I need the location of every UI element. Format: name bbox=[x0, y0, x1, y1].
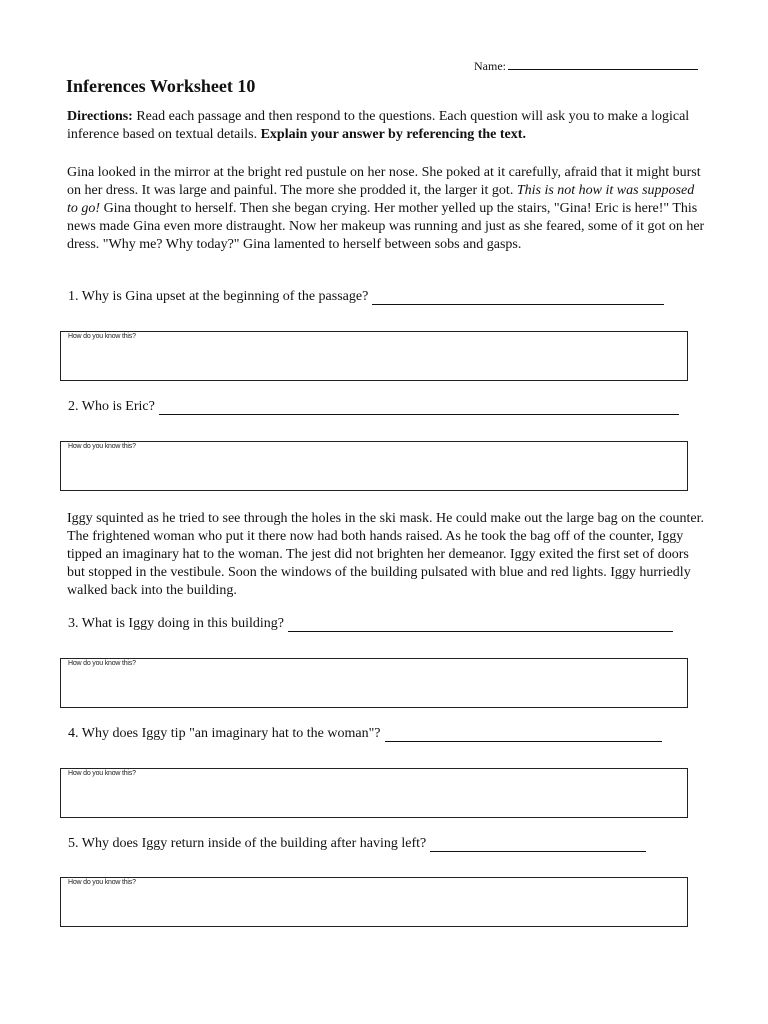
question-5-text: 5. Why does Iggy return inside of the building after having left? bbox=[68, 836, 427, 851]
passage-gina-italic: This is not how it was supposed to go! bbox=[67, 183, 695, 216]
question-4-answer-line[interactable] bbox=[385, 729, 662, 742]
question-2-text: 2. Who is Eric? bbox=[68, 399, 155, 414]
answer-box-3-hint: How do you know this? bbox=[68, 660, 136, 667]
question-3 bbox=[68, 616, 673, 632]
worksheet-title: Inferences Worksheet 10 bbox=[66, 76, 256, 96]
answer-box-2-hint: How do you know this? bbox=[68, 443, 136, 450]
question-1-text: 1. Why is Gina upset at the beginning of the passage? bbox=[68, 289, 369, 304]
question-2 bbox=[68, 399, 679, 415]
question-3-answer-line[interactable] bbox=[288, 619, 673, 632]
name-field[interactable] bbox=[474, 58, 698, 74]
passage-iggy bbox=[67, 510, 707, 600]
answer-box-1-hint: How do you know this? bbox=[68, 333, 136, 340]
question-4-text: 4. Why does Iggy tip "an imaginary hat to the woman"? bbox=[68, 726, 381, 741]
answer-box-4-hint: How do you know this? bbox=[68, 770, 136, 777]
answer-box-3[interactable] bbox=[60, 658, 688, 708]
name-label: Name: bbox=[474, 59, 506, 73]
directions-text: Read each passage and then respond to the questions. Each question will ask you to make a logical inference based on textual details. bbox=[67, 109, 690, 142]
answer-box-4[interactable] bbox=[60, 768, 688, 818]
question-5-answer-line[interactable] bbox=[430, 839, 646, 852]
answer-box-1[interactable] bbox=[60, 331, 688, 381]
passage-iggy-text: Iggy squinted as he tried to see through the holes in the ski mask. He could make out the large bag on the counter. The frightened woman who put it there now had both hands raised. As he took the bag off of the counter, Iggy tipped an imaginary hat to the woman. The jest did not brighten her demeanor. Iggy exited the first set of doors but stopped in the vestibule. Soon the windows of the building pulsated with blue and red lights. Iggy hurriedly walked back into the building. bbox=[67, 511, 704, 598]
answer-box-5-hint: How do you know this? bbox=[68, 879, 136, 886]
directions bbox=[67, 108, 707, 144]
question-1 bbox=[68, 289, 664, 305]
answer-box-2[interactable] bbox=[60, 441, 688, 491]
question-5 bbox=[68, 836, 646, 852]
question-3-text: 3. What is Iggy doing in this building? bbox=[68, 616, 284, 631]
passage-gina bbox=[67, 164, 707, 254]
passage-gina-text-1: Gina looked in the mirror at the bright red pustule on her nose. She poked at it carefully, afraid that it might burst on her dress. It was large and painful. The more she prodded it, the larger it got. bbox=[67, 165, 701, 198]
question-2-answer-line[interactable] bbox=[159, 402, 679, 415]
directions-label: Directions: bbox=[67, 109, 133, 124]
name-blank-line[interactable] bbox=[508, 58, 698, 70]
directions-emphasis: Explain your answer by referencing the text. bbox=[260, 127, 526, 142]
answer-box-5[interactable] bbox=[60, 877, 688, 927]
passage-gina-text-2: Gina thought to herself. Then she began crying. Her mother yelled up the stairs, "Gina! Eric is here!" This news made Gina even more distraught. Now her makeup was running and just as she feared, some of it got on her dress. "Why me? Why today?" Gina lamented to herself between sobs and gasps. bbox=[67, 201, 705, 252]
question-1-answer-line[interactable] bbox=[372, 292, 664, 305]
question-4 bbox=[68, 726, 662, 742]
